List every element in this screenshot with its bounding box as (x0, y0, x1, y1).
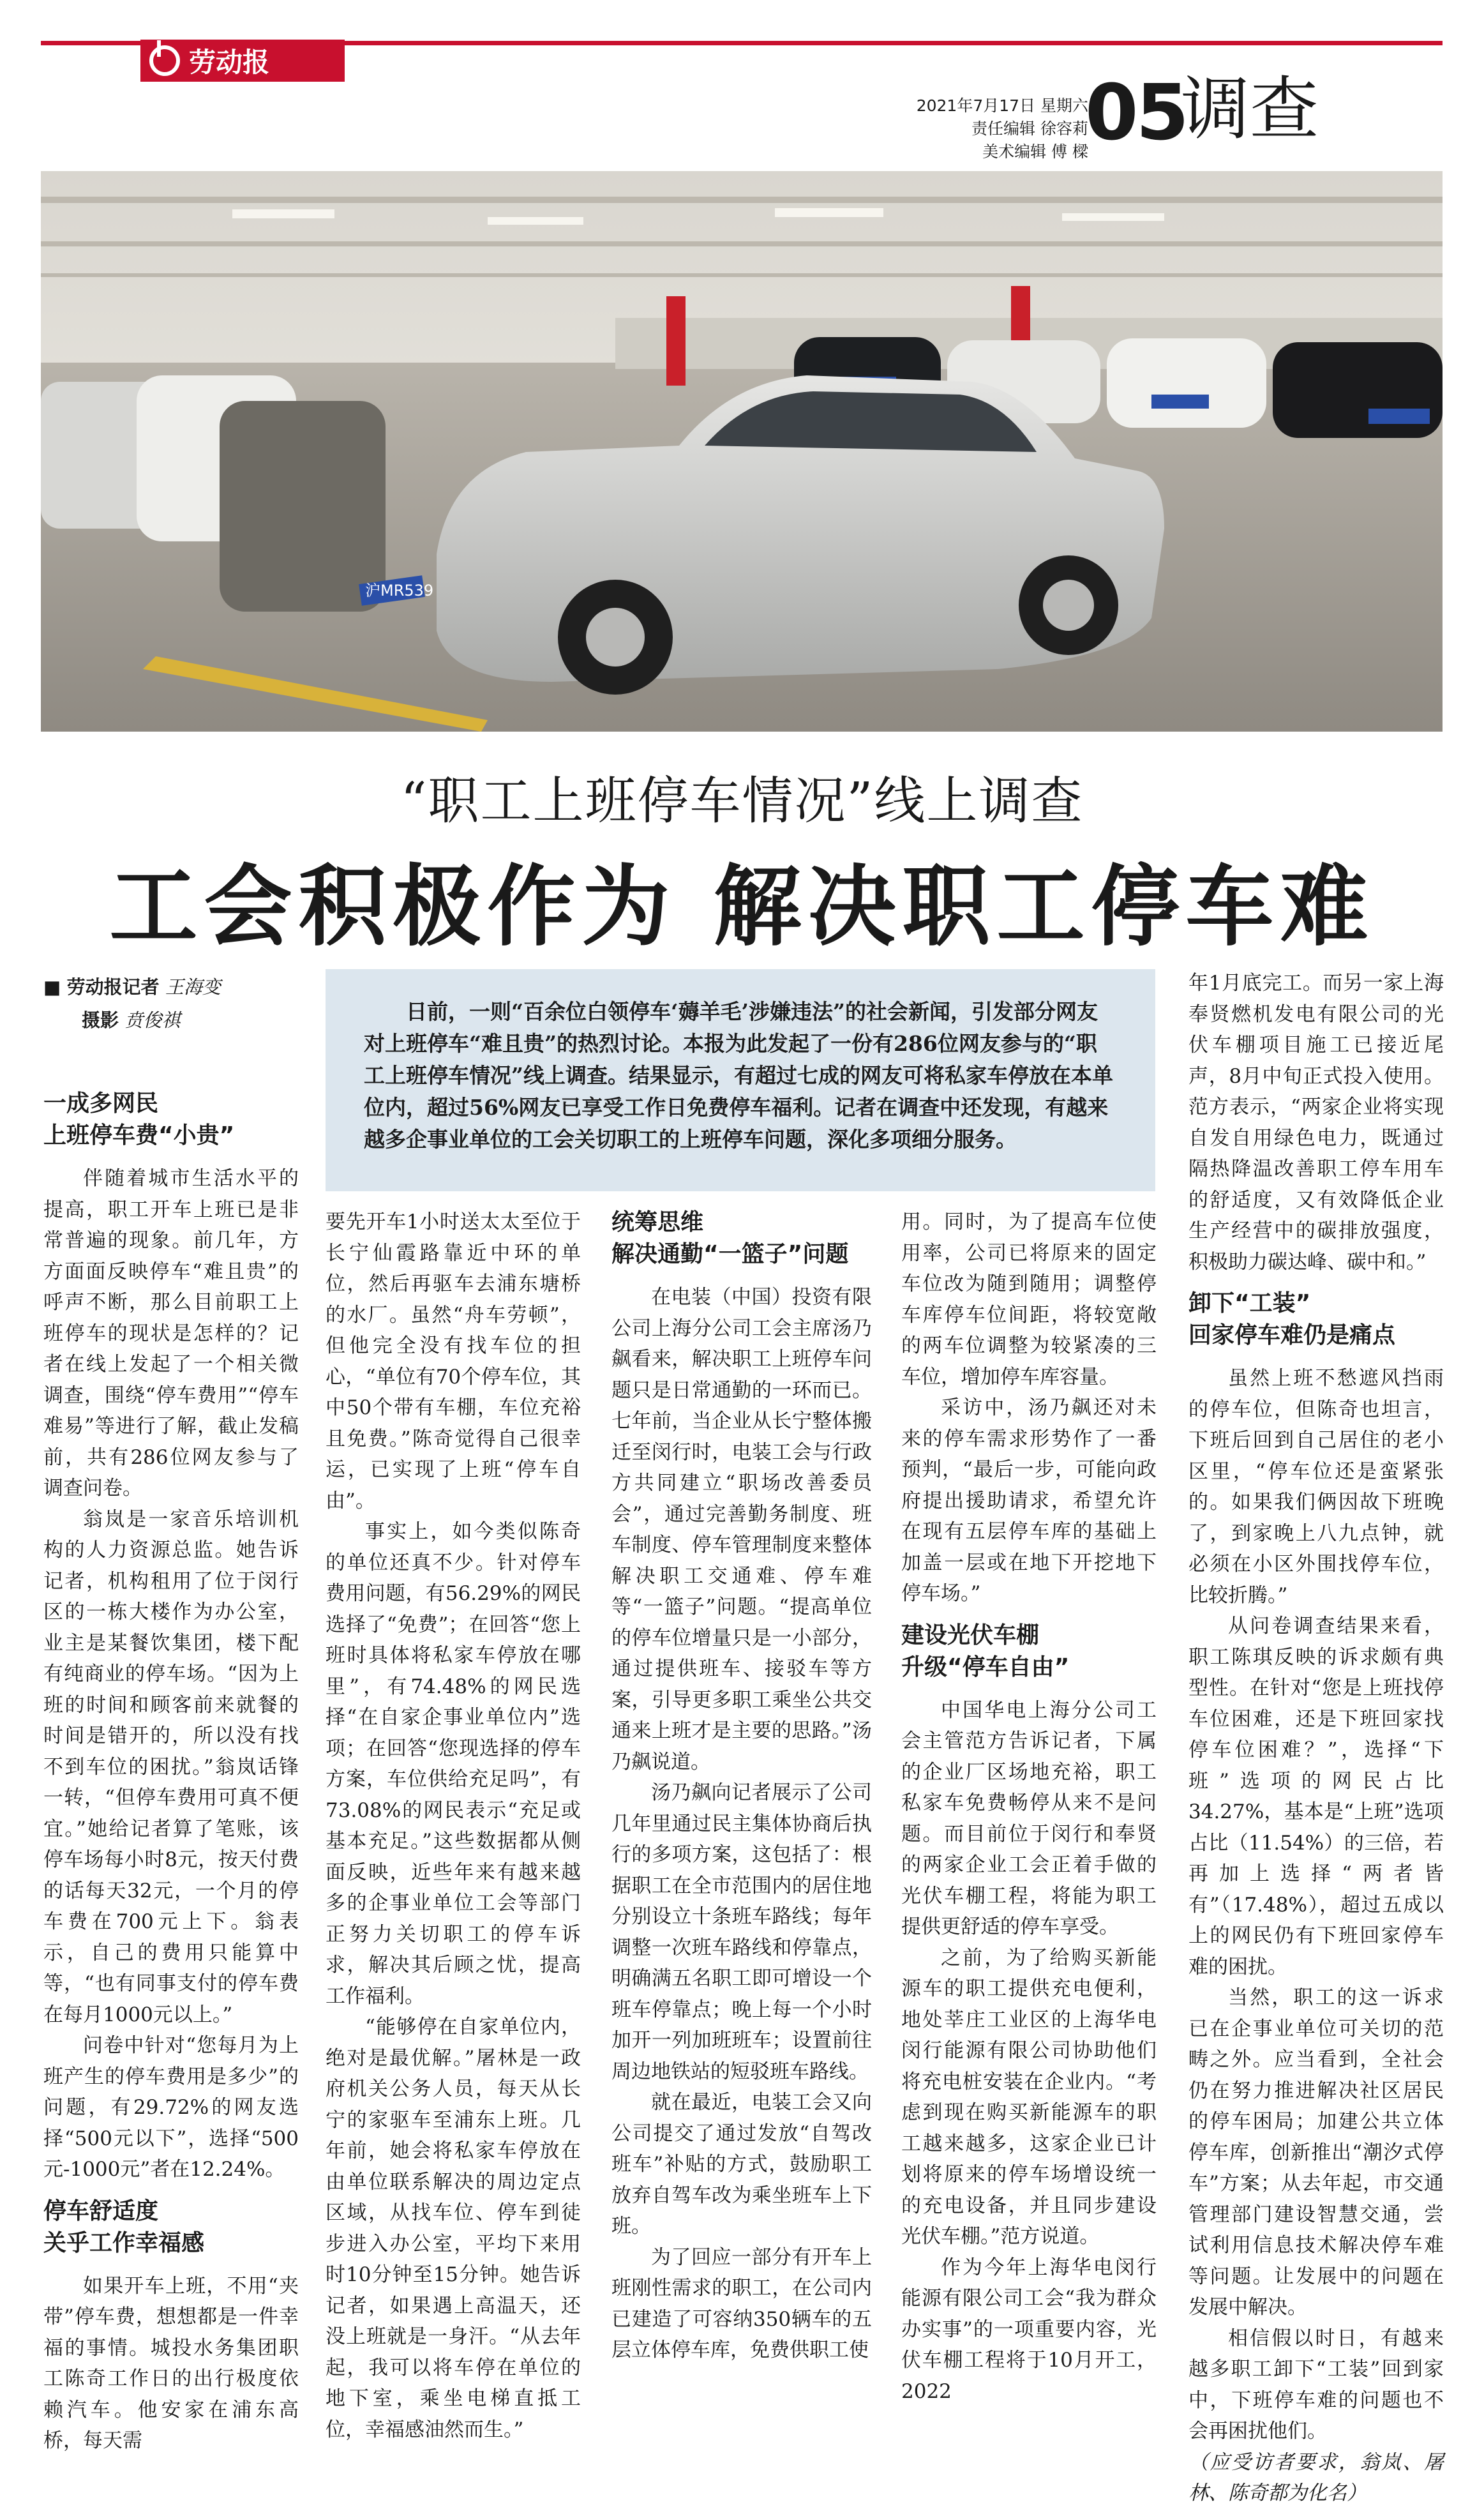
paragraph: 之前，为了给购买新能源车的职工提供充电便利，地处莘庄工业区的上海华电闵行能源有限公司协助他们将充电桩安装在企业内。“考虑到现在购买新能源车的职工越来越多，这家企业已计划将原来的停车场增设统一的充电设备，并且同步建设光伏车棚。”范方说道。 (901, 1946, 1157, 2248)
paragraph: 相信假以时日，有越来越多职工卸下“工装”回到家中，下班停车难的问题也不会再困扰他们。 (1188, 2326, 1444, 2443)
column-5 (1188, 968, 1444, 2509)
subheading: 停车舒适度 关乎工作幸福感 (43, 2197, 205, 2256)
parking-garage-photo (41, 171, 1443, 732)
paragraph: 虽然上班不愁遮风挡雨的停车位，但陈奇也坦言，下班后回到自己居住的老小区里，“停车位还是蛮紧张的。如果我们俩因故下班晚了，到家晚上八九点钟，就必须在小区外围找停车位，比较折腾。” (1188, 1367, 1444, 1607)
photographer-label: 摄影 (82, 1009, 119, 1031)
column-1 (43, 1078, 299, 2457)
paragraph: 采访中，汤乃飙还对未来的停车需求形势作了一番预判，“最后一步，可能向政府提出援助请求，希望允许在现有五层停车库的基础上加盖一层或在地下开挖地下停车场。” (901, 1396, 1157, 1605)
paragraph: 年1月底完工。而另一家上海奉贤燃机发电有限公司的光伏车棚项目施工已接近尾声，8月中旬正式投入使用。范方表示，“两家企业将实现自发自用绿色电力，既通过隔热降温改善职工停车用车的舒适度，又有效降低企业生产经营中的碳排放强度，积极助力碳达峰、碳中和。” (1188, 972, 1444, 1274)
editor-credit: 责任编辑 徐容莉 (971, 119, 1088, 138)
photographer-line (43, 1004, 221, 1037)
paragraph: 从问卷调查结果来看，职工陈琪反映的诉求颇有典型性。在针对“您是上班找停车位困难，还是下班回家找停车位困难？”，选择“下班”选项的网民占比34.27%，基本是“上班”选项占比（11.54%）的三倍，若再加上选择“两者皆有”（17.48%），超过五成以上的网民仍有下班回家停车难的困扰。 (1188, 1615, 1444, 1978)
paragraph: “能够停在自家单位内，绝对是最优解。”屠林是一政府机关公务人员，每天从长宁的家驱车至浦东上班。几年前，她会将私家车停放在由单位联系解决的周边定点区域，从找车位、停车到徒步进入办公室，平均下来用时10分钟至15分钟。她告诉记者，如果遇上高温天，还没上班就是一身汗。“从去年起，我可以将车停在单位的地下室，乘坐电梯直抵工位，幸福感油然而生。” (326, 2015, 581, 2441)
paragraph: 用。同时，为了提高车位使用率，公司已将原来的固定车位改为随到随用；调整停车库停车位间距，将较宽敞的两车位调整为较紧凑的三车位，增加停车库容量。 (901, 1210, 1157, 1389)
section-name: 调查 (1181, 70, 1319, 149)
column-3 (611, 1207, 872, 2366)
paragraph: 在电装（中国）投资有限公司上海分公司工会主席汤乃飙看来，解决职工上班停车问题只是日常通勤的一环而已。七年前，当企业从长宁整体搬迁至闵行时，电装工会与行政方共同建立“职场改善委员会”，通过完善勤务制度、班车制度、停车管理制度来整体解决职工交通难、停车难等“一篮子”问题。“提高单位的停车位增量只是一小部分，通过提供班车、接驳车等方案，引导更多职工乘坐公共交通来上班才是主要的思路。”汤乃飙说道。 (611, 1286, 872, 1774)
paragraph: 问卷中针对“您每月为上班产生的停车费用是多少”的问题，有29.72%的网友选择“500元以下”，选择“500元-1000元”者在12.24%。 (43, 2034, 299, 2181)
header-rule-left (41, 41, 140, 45)
paragraph: 事实上，如今类似陈奇的单位还真不少。针对停车费用问题，有56.29%的网民选择了“免费”；在回答“您上班时具体将私家车停放在哪里”，有74.48%的网民选择“在自家企事业单位内”选项；在回答“您现选择的停车方案，车位供给充足吗”，有73.08%的网民表示“充足或基本充足。”这些数据都从侧面反映，近些年来有越来越多的企事业单位工会等部门正努力关切职工的停车诉求，解决其后顾之忧，提高工作福利。 (326, 1520, 581, 2008)
art-editor-credit: 美术编辑 傅 樑 (982, 142, 1088, 161)
paragraph: 为了回应一部分有开车上班刚性需求的职工，在公司内已建造了可容纳350辆车的五层立体停车库，免费供职工使 (611, 2245, 872, 2362)
column-2 (326, 1207, 581, 2445)
paragraph: 就在最近，电装工会又向公司提交了通过发放“自驾改班车”补贴的方式，鼓励职工放弃自驾车改为乘坐班车上下班。 (611, 2091, 872, 2238)
paper-name: 劳动报 (189, 47, 270, 78)
issue-date: 2021年7月17日 星期六 (916, 96, 1088, 115)
photo-svg (41, 171, 1443, 732)
paragraph: 如果开车上班，不用“夹带”停车费，想想都是一件幸福的事情。城投水务集团职工陈奇工作日的出行极度依赖汽车。他安家在浦东高桥，每天需 (43, 2274, 299, 2452)
paragraph: 作为今年上海华电闵行能源有限公司工会“我为群众办实事”的一项重要内容，光伏车棚工程将于10月开工，2022 (901, 2256, 1157, 2403)
header-rule-right (345, 41, 1443, 45)
paragraph: 当然，职工的这一诉求已在企事业单位可关切的范畴之外。应当看到，全社会仍在努力推进解决社区居民的停车困局；加建公共立体停车库，创新推出“潮汐式停车”方案；从去年起，市交通管理部门建设智慧交通，尝试利用信息技术解决停车难等问题。让发展中的问题在发展中解决。 (1188, 1986, 1444, 2319)
reporter-label: 劳动报记者 (66, 976, 160, 998)
headline-subtitle: “职工上班停车情况”线上调查 (400, 771, 1084, 831)
logo-mark-icon (149, 45, 180, 76)
headline-title: 工会积极作为 解决职工停车难 (109, 855, 1375, 958)
subheading: 卸下“工装” 回家停车难仍是痛点 (1188, 1290, 1396, 1348)
subheading: 统筹思维 解决通勤“一篮子”问题 (611, 1209, 849, 1267)
paragraph: 翁岚是一家音乐培训机构的人力资源总监。她告诉记者，机构租用了位于闵行区的一栋大楼作为办公室，业主是某餐饮集团，楼下配有纯商业的停车场。“因为上班的时间和顾客前来就餐的时间是错开的，所以没有找不到车位的困扰。”翁岚话锋一转，“但停车费用可真不便宜。”她给记者算了笔账，该停车场每小时8元，按天付费的话每天32元，一个月的停车费在700元上下。翁表示，自己的费用只能算中等，“也有同事支付的停车费在每月1000元以上。” (43, 1507, 299, 2026)
subheading: 一成多网民 上班停车费“小贵” (43, 1090, 235, 1149)
page-number: 05 (1085, 69, 1187, 158)
reporter-line: ■ 劳动报记者 王海变 (43, 976, 221, 998)
newspaper-logo (140, 40, 345, 82)
column-4 (901, 1207, 1157, 2407)
dateline (917, 94, 1088, 163)
lead-summary-box: 日前，一则“百余位白领停车‘薅羊毛’涉嫌违法”的社会新闻，引发部分网友对上班停车“难且贵”的热烈讨论。本报为此发起了一份有286位网友参与的“职工上班停车情况”线上调查。结果显示，有超过七成的网友可将私家车停放在本单位内，超过56%网友已享受工作日免费停车福利。记者在调查中还发现，有越来越多企事业单位的工会关切职工的上班停车问题，深化多项细分服务。 (326, 969, 1155, 1191)
subheading: 建设光伏车棚 升级“停车自由” (901, 1622, 1070, 1680)
photographer-name: 贲俊祺 (124, 1009, 181, 1031)
paragraph: 要先开车1小时送太太至位于长宁仙霞路靠近中环的单位，然后再驱车去浦东塘桥的水厂。虽然“舟车劳顿”，但他完全没有找车位的担心，“单位有70个停车位，其中50个带有车棚，车位充裕且免费。”陈奇觉得自己很幸运，已实现了上班“停车自由”。 (326, 1210, 581, 1512)
paragraph: 中国华电上海分公司工会主管范方告诉记者，下属的企业厂区场地充裕，职工私家车免费畅停从来不是问题。而目前位于闵行和奉贤的两家企业工会正着手做的光伏车棚工程，将能为职工提供更舒适的停车享受。 (901, 1698, 1157, 1938)
reporter-name: 王海变 (165, 976, 221, 998)
paragraph: 汤乃飙向记者展示了公司几年里通过民主集体协商后执行的多项方案，这包括了：根据职工在全市范围内的居住地分别设立十条班车路线；每年调整一次班车路线和停靠点，明确满五名职工即可增设一个班车停靠点；晚上每一个小时加开一列加班班车；设置前往周边地铁站的短驳班车路线。 (611, 1781, 872, 2083)
paragraph: 伴随着城市生活水平的提高，职工开车上班已是非常普遍的现象。前几年，方方面面反映停车“难且贵”的呼声不断，那么目前职工上班停车的现状是怎样的？记者在线上发起了一个相关微调查，围绕“停车费用”“停车难易”等进行了解，截止发稿前，共有286位网友参与了调查问卷。 (43, 1167, 299, 1500)
source-note: （应受访者要求，翁岚、屠林、陈奇都为化名） (1188, 2450, 1444, 2505)
plate-text: 沪MR539 (365, 582, 434, 599)
byline (43, 970, 221, 1037)
